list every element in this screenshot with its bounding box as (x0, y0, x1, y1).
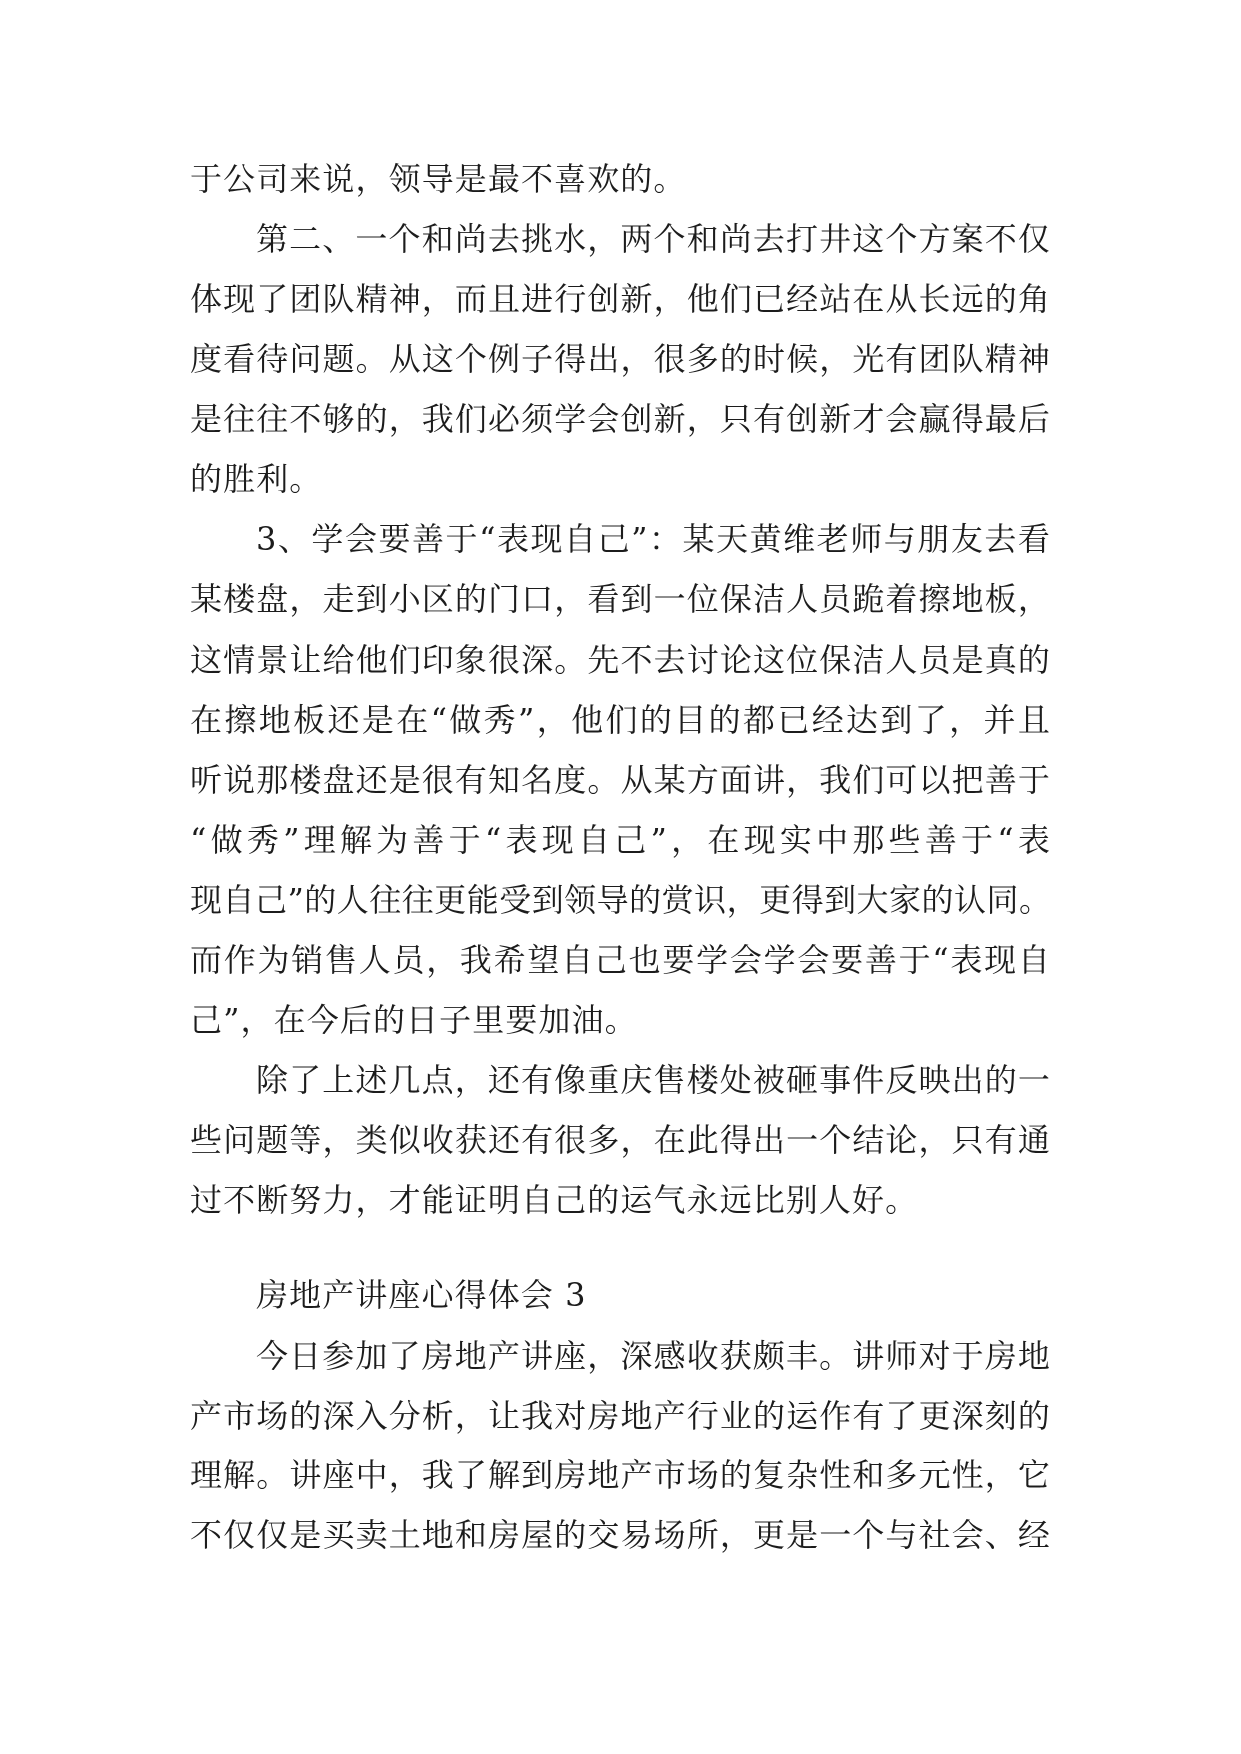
text-line: 于公司来说，领导是最不喜欢的。 (190, 160, 687, 198)
text-line: 度看待问题。从这个例子得出，很多的时候，光有团队精神 (190, 340, 1051, 378)
text-line: 在擦地板还是在“做秀”，他们的目的都已经达到了，并且 (190, 701, 1051, 739)
text-line: 3、学会要善于“表现自己”：某天黄维老师与朋友去看 (256, 520, 1051, 558)
text-line: 今日参加了房地产讲座，深感收获颇丰。讲师对于房地 (256, 1337, 1051, 1375)
text-line: 不仅仅是买卖土地和房屋的交易场所，更是一个与社会、经 (190, 1516, 1051, 1554)
text-line: 某楼盘，走到小区的门口，看到一位保洁人员跪着擦地板， (190, 580, 1051, 618)
text-line: 而作为销售人员，我希望自己也要学会学会要善于“表现自 (190, 941, 1051, 979)
text-line: 除了上述几点，还有像重庆售楼处被砸事件反映出的一 (256, 1061, 1051, 1099)
text-line: 体现了团队精神，而且进行创新，他们已经站在从长远的角 (190, 280, 1051, 318)
text-line: 的胜利。 (190, 460, 323, 498)
section-title: 房地产讲座心得体会 3 (256, 1276, 587, 1314)
text-line: 听说那楼盘还是很有知名度。从某方面讲，我们可以把善于 (190, 761, 1051, 799)
text-line: 现自己”的人往往更能受到领导的赏识，更得到大家的认同。 (190, 881, 1051, 919)
text-line: 是往往不够的，我们必须学会创新，只有创新才会赢得最后 (190, 400, 1051, 438)
text-line: 些问题等，类似收获还有很多，在此得出一个结论，只有通 (190, 1121, 1051, 1159)
text-line: “做秀”理解为善于“表现自己”，在现实中那些善于“表 (190, 821, 1051, 859)
text-line: 产市场的深入分析，让我对房地产行业的运作有了更深刻的 (190, 1397, 1051, 1435)
text-line: 过不断努力，才能证明自己的运气永远比别人好。 (190, 1181, 919, 1219)
text-line: 这情景让给他们印象很深。先不去讨论这位保洁人员是真的 (190, 641, 1051, 679)
text-line: 己”，在今后的日子里要加油。 (190, 1001, 638, 1039)
text-line: 第二、一个和尚去挑水，两个和尚去打井这个方案不仅 (256, 220, 1051, 258)
text-line: 理解。讲座中，我了解到房地产市场的复杂性和多元性，它 (190, 1456, 1051, 1494)
